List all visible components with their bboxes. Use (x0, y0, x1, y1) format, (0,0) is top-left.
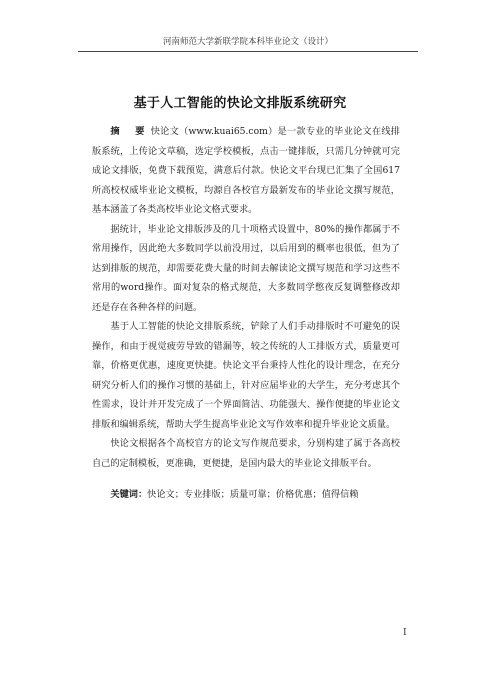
abstract-paragraph-1 (92, 122, 400, 220)
abstract-paragraph-2: 据统计，毕业论文排版涉及的几十项格式设置中，80%的操作都属于不常用操作，因此绝大多数同学以前没用过，以后用到的概率也很低，但为了达到排版的规范，却需要花费大量的时间去解读论文撰写规范和学习这些不常用的word操作。面对复杂的格式规范，大多数同学憋夜反复调整修改却还是存在各种各样的问题。 (92, 223, 400, 313)
keywords-line (92, 485, 400, 505)
abstract-text-1: 快论文（www.kuai65.com）是一款专业的毕业论文在线排版系统，上传论文草稿，选定学校模板，点击一键排版，只需几分钟就可完成论文排版，免费下载预览，满意后付款。快论文平台现已汇集了全国617所高校权威毕业论文模板，均源自各校官方最新发布的毕业论文撰写规范，基本涵盖了各类高校毕业论文格式要求。 (92, 126, 400, 215)
abstract-label: 摘 要 (110, 126, 151, 137)
abstract-paragraph-4: 快论文根据各个高校官方的论文写作规范要求，分别构建了属于各高校自己的定制模板，更准确，更便捷，是国内最大的毕业论文排版平台。 (92, 438, 400, 469)
page-number: I (403, 628, 407, 638)
abstract-paragraph-3: 基于人工智能的快论文排版系统，铲除了人们手动排版时不可避免的误操作，和由于视觉疲劳导致的错漏等，较之传统的人工排版方式，质量更可靠，价格更优惠，速度更快捷。快论文平台秉持人性化的设计理念，在充分研究分析人们的操作习惯的基础上，针对应届毕业的大学生，充分考虑其个性需求，设计并开发完成了一个界面简洁、功能强大、操作便捷的毕业论文排版和编辑系统，帮助大学生提高毕业论文写作效率和提升毕业论文质量。 (92, 321, 400, 430)
paper-title: 基于人工智能的快论文排版系统研究 (133, 96, 347, 111)
running-header: 河南师范大学新联学院本科毕业论文（设计） (78, 35, 418, 52)
keywords-text: 快论文；专业排版；质量可靠；价格优惠；值得信赖 (147, 489, 359, 500)
abstract-body (92, 122, 400, 505)
keywords-label: 关键词： (110, 489, 148, 500)
